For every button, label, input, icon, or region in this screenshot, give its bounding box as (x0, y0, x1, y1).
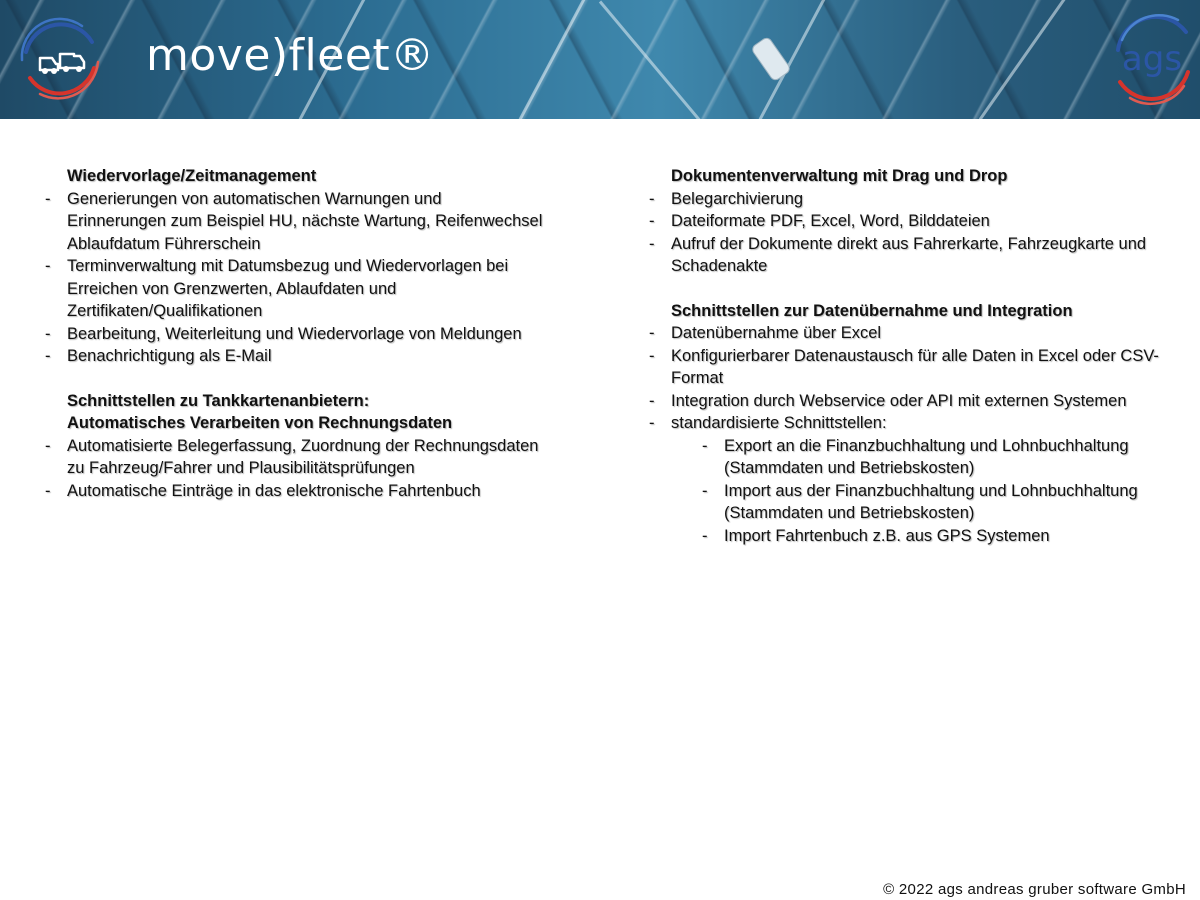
sub-list-item: - Import Fahrtenbuch z.B. aus GPS Systemen (701, 525, 1183, 548)
list-item: - Terminverwaltung mit Datumsbezug und Wiedervorlagen bei Erreichen von Grenzwerten, Ablaufdaten und Zertifikaten/Qualifikationen (44, 255, 544, 323)
list-item: - Dateiformate PDF, Excel, Word, Bilddateien (648, 210, 1183, 233)
bullet-list (648, 322, 1183, 435)
left-column (44, 165, 544, 524)
car-image (750, 35, 792, 82)
list-item: - Datenübernahme über Excel (648, 322, 1183, 345)
bullet-list (44, 435, 544, 503)
section-schnittstellen (648, 300, 1183, 548)
bullet-list (44, 188, 544, 368)
list-item: - Generierungen von automatischen Warnungen und Erinnerungen zum Beispiel HU, nächste Wartung, Reifenwechsel Ablaufdatum Führerschein (44, 188, 544, 256)
svg-text:ags: ags (1121, 39, 1183, 79)
list-item: - Integration durch Webservice oder API mit externen Systemen (648, 390, 1183, 413)
section-heading: Schnittstellen zur Datenübernahme und Integration (671, 301, 1073, 320)
product-title: move)fleet® (146, 30, 435, 81)
list-item: - Aufruf der Dokumente direkt aus Fahrerkarte, Fahrzeugkarte und Schadenakte (648, 233, 1183, 278)
section-dokumentenverwaltung (648, 165, 1183, 278)
sub-list-item: - Import aus der Finanzbuchhaltung und Lohnbuchhaltung (Stammdaten und Betriebskosten) (701, 480, 1183, 525)
truck-van-icon (12, 12, 106, 106)
list-item: - Automatisierte Belegerfassung, Zuordnung der Rechnungsdaten zu Fahrzeug/Fahrer und Plausibilitätsprüfungen (44, 435, 544, 480)
copyright-footer: © 2022 ags andreas gruber software GmbH (883, 881, 1186, 898)
section-subheading: Automatisches Verarbeiten von Rechnungsdaten (67, 414, 453, 432)
section-heading: Wiedervorlage/Zeitmanagement (67, 167, 317, 185)
list-item: - Bearbeitung, Weiterleitung und Wiedervorlage von Meldungen (44, 323, 544, 346)
right-column (648, 165, 1183, 569)
header-banner (0, 0, 1200, 119)
section-wiedervorlage (44, 165, 544, 368)
list-item: - standardisierte Schnittstellen: (648, 412, 1183, 435)
list-item: - Automatische Einträge in das elektronische Fahrtenbuch (44, 480, 544, 503)
list-item: - Benachrichtigung als E-Mail (44, 345, 544, 368)
bullet-list (648, 188, 1183, 278)
sub-bullet-list (648, 435, 1183, 548)
list-item: - Belegarchivierung (648, 188, 1183, 211)
section-heading: Schnittstellen zu Tankkartenanbietern: (67, 391, 370, 410)
list-item: - Konfigurierbarer Datenaustausch für alle Daten in Excel oder CSV-Format (648, 345, 1183, 390)
ags-logo (1108, 10, 1196, 108)
sub-list-item: - Export an die Finanzbuchhaltung und Lohnbuchhaltung (Stammdaten und Betriebskosten) (701, 435, 1183, 480)
section-tankkarten (44, 390, 544, 503)
section-heading: Dokumentenverwaltung mit Drag und Drop (671, 167, 1008, 185)
